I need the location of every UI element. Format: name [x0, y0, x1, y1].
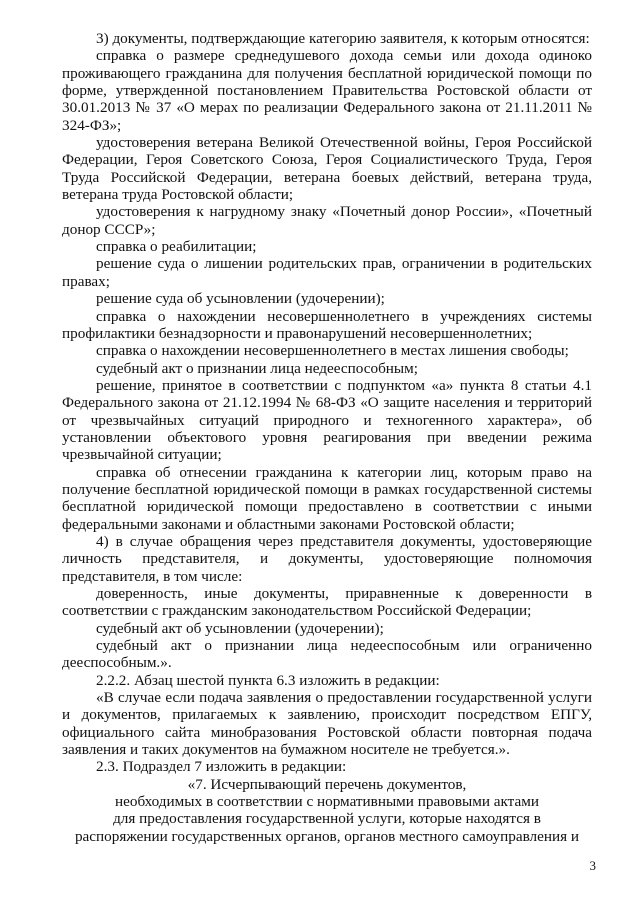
paragraph-category-reference: справка об отнесении гражданина к категории лиц, которым право на получение бесплатной юридической помощи в рамках государственной системы бесплатной юридической помощи предоставлено в соответствии с иными федеральными законами и областными законами Ростовской области; — [62, 463, 592, 533]
section-heading-line: для предоставления государственной услуги, которые находятся в — [113, 810, 541, 828]
paragraph-donor-badge: удостоверения к нагрудному знаку «Почетный донор России», «Почетный донор СССР»; — [62, 203, 592, 238]
paragraph-applicant-category-docs: 3) документы, подтверждающие категорию заявителя, к которым относятся: — [96, 30, 590, 47]
paragraph-incapacity-act: судебный акт о признании лица недееспособным; — [96, 359, 418, 377]
section-heading-line: распоряжении государственных органов, органов местного самоуправления и — [74, 827, 580, 845]
paragraph-epgu-submission: «В случае если подача заявления о предоставлении государственной услуги и документов, прилагаемых к заявлению, происходит посредством ЕПГУ, официального сайта минобразования Ростовской области повторная подача заявления и таких документов на бумажном носителе не требуется.». — [62, 689, 592, 759]
document-body — [62, 30, 592, 845]
page-number: 3 — [589, 858, 596, 873]
paragraph-minor-prevention: справка о нахождении несовершеннолетнего в учреждениях системы профилактики безнадзорности и правонарушений несовершеннолетних; — [62, 307, 592, 342]
paragraph-parental-rights: решение суда о лишении родительских прав, ограничении в родительских правах; — [62, 255, 592, 290]
section-heading-line: «7. Исчерпывающий перечень документов, — [187, 775, 467, 793]
paragraph-adoption-decision: решение суда об усыновлении (удочерении); — [96, 290, 385, 308]
paragraph-adoption-act: судебный акт об усыновлении (удочерении); — [96, 619, 384, 637]
paragraph-amendment-2-3: 2.3. Подраздел 7 изложить в редакции: — [96, 758, 347, 776]
section-heading-line: необходимых в соответствии с нормативными правовыми актами — [115, 793, 539, 811]
paragraph-representative-docs: 4) в случае обращения через представителя документы, удостоверяющие личность представителя, и документы, удостоверяющие полномочия представителя, в том числе: — [62, 532, 592, 585]
paragraph-minor-detention: справка о нахождении несовершеннолетнего в местах лишения свободы; — [96, 342, 569, 360]
paragraph-power-of-attorney: доверенность, иные документы, приравненные к доверенности в соответствии с гражданским законодательством Российской Федерации; — [62, 585, 592, 620]
paragraph-emergency-decision: решение, принятое в соответствии с подпунктом «а» пункта 8 статьи 4.1 Федерального закона от 21.12.1994 № 68-ФЗ «О защите населения и территорий от чрезвычайных ситуаций природного и техногенного характера», об установлении объектового уровня реагирования при введении режима чрезвычайной ситуации; — [62, 376, 592, 464]
paragraph-amendment-2-2-2: 2.2.2. Абзац шестой пункта 6.3 изложить в редакции: — [96, 671, 440, 689]
paragraph-rehabilitation: справка о реабилитации; — [96, 238, 257, 256]
paragraph-veteran-certificates: удостоверения ветерана Великой Отечественной войны, Героя Российской Федерации, Героя Советского Союза, Героя Социалистического Труда, Героя Труда Российской Федерации, ветерана боевых действий, ветерана труда, ветерана труда Ростовской области; — [62, 134, 592, 204]
paragraph-income-certificate: справка о размере среднедушевого дохода семьи или дохода одиноко проживающего гражданина для получения бесплатной юридической помощи по форме, утвержденной постановлением Правительства Ростовской области от 30.01.2013 № 37 «О мерах по реализации Федерального закона от 21.11.2011 № 324-ФЗ»; — [62, 47, 592, 134]
paragraph-limited-capacity: судебный акт о признании лица недееспособным или ограниченно дееспособным.». — [62, 637, 592, 672]
